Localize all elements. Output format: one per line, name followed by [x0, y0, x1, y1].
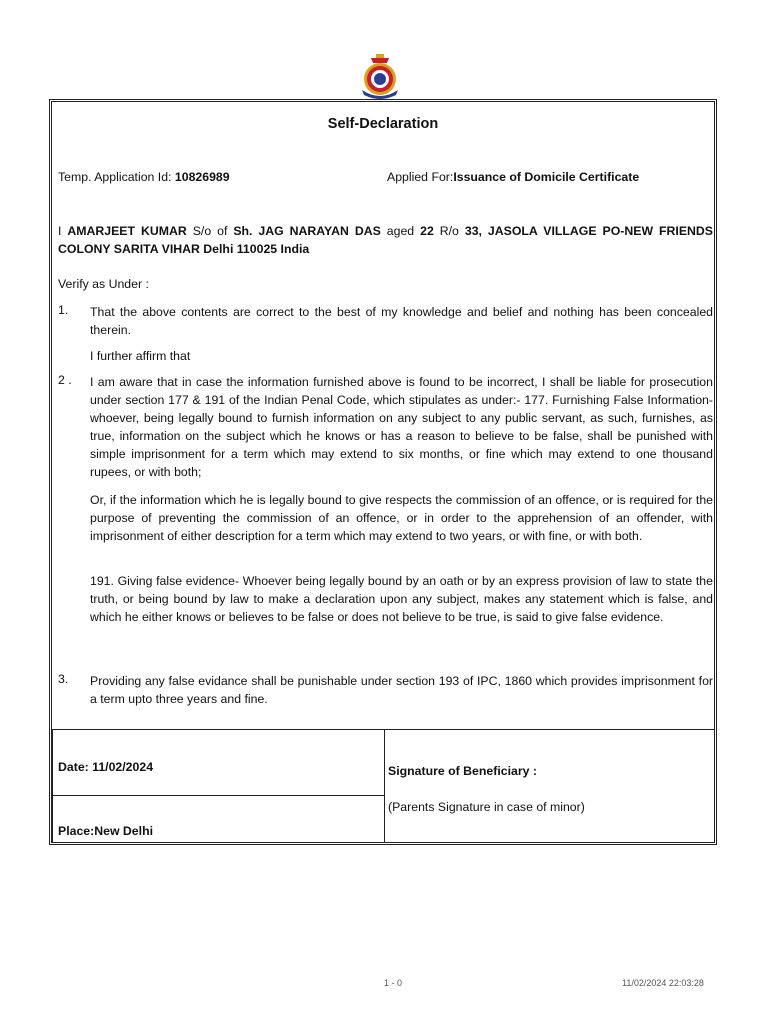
declarant-name: AMARJEET KUMAR — [67, 224, 187, 238]
signature-table — [52, 729, 715, 843]
clause-2-para-2: Or, if the information which he is legally bound to give respects the commission of an offence, or is required for the purpose of preventing the commission of an offence, or in order to the apprehension of an offender, with imprisonment of either description for a term which may extend to two years, or with fine, or with both. — [90, 493, 713, 543]
verify-label: Verify as Under : — [58, 277, 149, 291]
age: 22 — [420, 224, 434, 238]
page-title: Self-Declaration — [327, 116, 439, 132]
place: Place:New Delhi — [58, 824, 153, 838]
declaration-frame: Self-Declaration Temp. Application Id: 10826989 Applied For:Issuance of Domicile Certificate I AMARJEET KUMAR S/o of Sh. JAG NARAYAN DAS aged 22 R/o 33, JASOLA VILLAGE PO-NEW FRIENDS COLONY SARITA VIHAR Delhi 110025 India Verify as Under : 1. That the above contents are correct to the best of my knowledge and belief and nothing has been concealed therein. I further affirm that 2 . I am aware that in case the information furnished above is found to be incorrect, I shall be liable for prosecution under section 177 & 191 of the Indian Penal Code, which stipulates as under:- 177. Furnishing False Information- whoever, being legally bound to furnish information on any subject to any public servant, as such, furnishes, as true, information on the subject which he knows or has a reason to believe to be false, shall be punished with simple imprisonment for a term which may extend to six months, or fine which may extend to one thousand rupees, or with both; Or, if the information which he is legally bound to give respects the commission of an offence, or is required for the purpose of preventing the commission of an offence, or in order to the apprehension of an offender, with imprisonment of either description for a term which may extend to two years, or with fine, or with both. 191. Giving false evidence- Whoever being legally bound by an oath or by an express provision of law to state the truth, or being bound by law to make a declaration upon any subject, makes any statement which is false, and which he either knows or believes to be false or does not believe to be true, is said to give false evidence. 3. Providing any false evidance shall be punishable under section 193 of IPC, 1860 which provides imprisonment for a term upto three years and fine. Date: 11/02/2024 Place:New Delhi Signature of Beneficiary : (Parents Signature in case of minor) — [51, 101, 715, 843]
signature-cell — [384, 729, 715, 843]
father-name: Sh. JAG NARAYAN DAS — [233, 224, 381, 238]
date: Date: 11/02/2024 — [58, 760, 154, 774]
declarant-statement: I AMARJEET KUMAR S/o of Sh. JAG NARAYAN DAS aged 22 R/o 33, JASOLA VILLAGE PO-NEW FRIENDS COLONY SARITA VIHAR Delhi 110025 India — [58, 224, 714, 256]
clause-2-para-3: 191. Giving false evidence- Whoever being legally bound by an oath or by an express provision of law to state the truth, or being bound by law to make a declaration upon any subject, makes any statement which is false, and which he either knows or believes to be false or does not believe to be true, is said to give false evidence. — [90, 574, 713, 624]
print-timestamp: 11/02/2024 22:03:28 — [622, 978, 704, 988]
date-cell — [52, 729, 385, 796]
applied-for: Applied For:Issuance of Domicile Certificate — [387, 170, 640, 184]
police-emblem-icon — [358, 52, 402, 100]
parents-signature-note: (Parents Signature in case of minor) — [388, 800, 585, 814]
affirm-text: I further affirm that — [90, 349, 191, 363]
application-id: Temp. Application Id: 10826989 — [58, 170, 230, 184]
page-number: 1 - 0 — [384, 978, 403, 988]
address: 33, JASOLA VILLAGE PO-NEW FRIENDS COLONY SARITA VIHAR Delhi 110025 India — [58, 224, 714, 256]
beneficiary-signature-label: Signature of Beneficiary : — [388, 764, 537, 778]
place-cell — [52, 795, 385, 843]
